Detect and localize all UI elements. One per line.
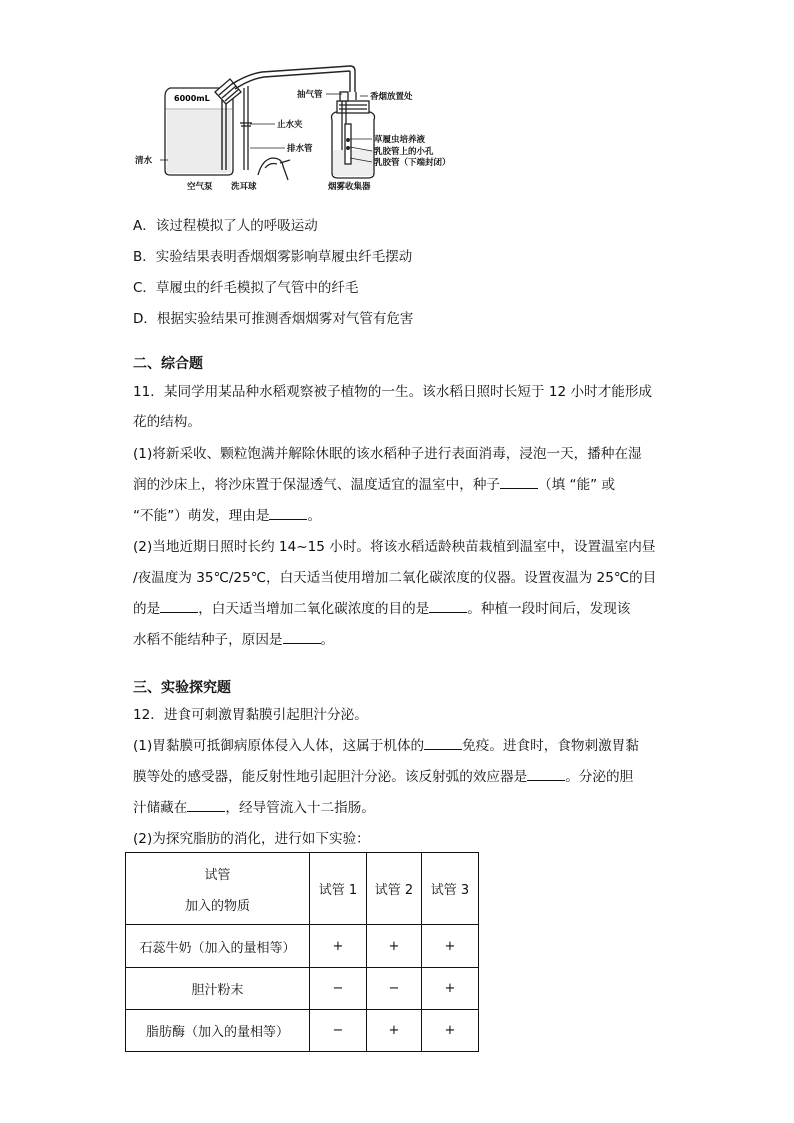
q11-p2-line4-text: 水稻不能结种子，原因是 [133,632,283,648]
q11-p2-line3-text: 的是 [133,601,161,617]
q11-p1-line2-text: 润的沙床上，将沙床置于保湿透气、温度适宜的温室中，种子 [133,477,501,493]
option-a: A．该过程模拟了人的呼吸运动 [133,218,318,234]
q12-p1-line3 [133,796,375,816]
answer-blank[interactable] [187,799,225,812]
label-drain-tube: 排水管 [287,144,313,154]
option-d: D．根据实验结果可推测香烟烟雾对气管有危害 [133,311,414,327]
q11-p1-line1: (1)将新采收、颗粒饱满并解除休眠的该水稻种子进行表面消毒，浸泡一天，播种在湿 [133,446,642,462]
smoke-collector-jar [332,92,375,178]
q11-p2-line4-tail: 。 [320,632,335,648]
q12-p1-line1-tail: 免疫。进食时，食物刺激胃黏 [462,738,639,754]
column-header: 试管 3 [422,853,479,925]
q12-line1: 12．进食可刺激胃黏膜引起胆汁分泌。 [133,707,368,723]
option-b: B．实验结果表明香烟烟雾影响草履虫纤毛摆动 [133,249,413,265]
table-cell: − [367,968,422,1010]
q12-p2-line: (2)为探究脂肪的消化，进行如下实验： [133,831,370,847]
q11-line1: 11．某同学用某品种水稻观察被子植物的一生。该水稻日照时长短于 12 小时才能形成 [133,384,653,400]
label-rubber-tube-hole: 乳胶管上的小孔 [374,147,434,157]
column-header: 试管 1 [310,853,367,925]
row-label: 石蕊牛奶（加入的量相等） [126,925,310,968]
section2-title: 二、综合题 [133,356,203,372]
label-rubber-tube-closed: 乳胶管（下端封闭） [374,158,451,168]
header-top: 试管 [204,867,231,883]
table-row [126,1010,479,1052]
q11-line2: 花的结构。 [133,414,201,430]
table-cell: − [310,968,367,1010]
table-cell: − [310,1010,367,1052]
answer-blank[interactable] [283,631,321,644]
table-header-corner [126,853,310,925]
table-cell: + [310,925,367,968]
experiment-table [125,852,479,1052]
q12-p1-line2-tail: 。分泌的胆 [565,769,634,785]
table-header-row [126,853,479,925]
answer-blank[interactable] [424,737,462,750]
q12-p1-line2-text: 膜等处的感受器，能反射性地引起胆汁分泌。该反射弧的效应器是 [133,769,528,785]
label-suction-tube: 抽气管 [297,90,323,100]
table-row [126,968,479,1010]
q11-p2-line3-mid: ，白天适当增加二氧化碳浓度的目的是 [198,601,430,617]
column-header: 试管 2 [367,853,422,925]
answer-blank[interactable] [527,768,565,781]
label-stop-clamp: 止水夹 [277,120,303,130]
q12-p1-line1-text: (1)胃黏膜可抵御病原体侵入人体，这属于机体的 [133,738,425,754]
answer-blank[interactable] [429,600,467,613]
q11-p1-line3-tail: 。 [307,508,322,524]
option-c: C．草履虫的纤毛模拟了气管中的纤毛 [133,280,359,296]
table-cell: + [367,1010,422,1052]
q11-p1-line2 [133,473,615,493]
table-cell: + [422,968,479,1010]
bottle-volume-label: 6000mL [174,94,210,103]
apparatus-figure [0,0,794,200]
table-cell: + [422,925,479,968]
answer-blank[interactable] [269,507,307,520]
q12-p1-line2 [133,765,633,785]
table-row [126,925,479,968]
answer-blank[interactable] [500,476,538,489]
label-smoke-collector: 烟雾收集器 [328,182,371,192]
q11-p2-line4 [133,628,334,648]
q11-p2-line1: (2)当地近期日照时长约 14~15 小时。将该水稻适龄秧苗栽植到温室中，设置温室内昼 [133,539,656,555]
table-cell: + [367,925,422,968]
label-paramecium-culture: 草履虫培养液 [374,135,426,145]
label-cigarette-place: 香烟放置处 [370,92,413,102]
bottle-cap [215,79,241,104]
q12-p1-line3-text: 汁储藏在 [133,800,188,816]
row-label: 脂肪酶（加入的量相等） [126,1010,310,1052]
row-label: 胆汁粉末 [126,968,310,1010]
header-bottom: 加入的物质 [184,898,250,914]
q12-p1-line1 [133,734,639,754]
q11-p2-line3-tail: 。种植一段时间后，发现该 [467,601,631,617]
drain-tube [240,86,252,170]
table-cell: + [422,1010,479,1052]
q11-p1-line2-tail: （填 “能” 或 [538,477,616,493]
label-clean-water: 清水 [135,156,153,166]
ear-bulb [258,158,290,180]
q11-p2-line2: /夜温度为 35℃/25℃，白天适当使用增加二氧化碳浓度的仪器。设置夜温为 25℃的目 [133,570,657,586]
section3-title: 三、实验探究题 [133,680,231,696]
q11-p2-line3 [133,597,630,617]
answer-blank[interactable] [160,600,198,613]
q12-p1-line3-tail: ，经导管流入十二指肠。 [225,800,375,816]
label-air-pump: 空气泵 [187,182,213,192]
q11-p1-line3 [133,504,321,524]
q11-p1-line3-text: “不能”）萌发，理由是 [133,508,270,524]
label-ear-bulb: 洗耳球 [231,182,257,192]
